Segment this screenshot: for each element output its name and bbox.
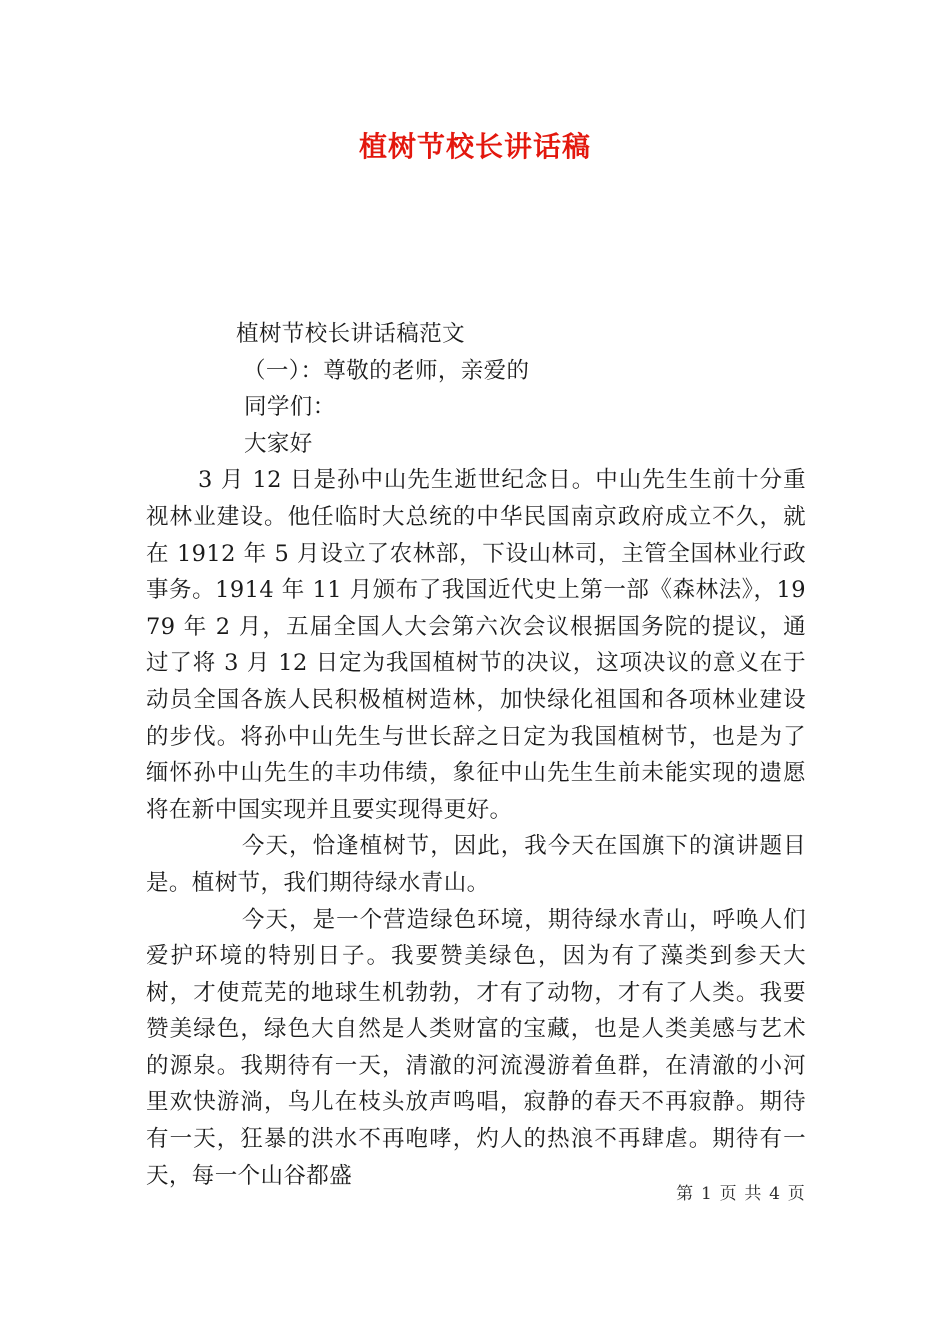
paragraph-green-praise: 今天，是一个营造绿色环境，期待绿水青山，呼唤人们爱护环境的特别日子。我要赞美绿色，因为有了藻类到参天大树，才使荒芜的地球生机勃勃，才有了动物，才有了人类。我要赞美绿色，绿色大自然是人类财富的宝藏，也是人类美感与艺术的源泉。我期待有一天，清澈的河流漫游着鱼群，在清澈的小河里欢快游淌，鸟儿在枝头放声鸣唱，寂静的春天不再寂静。期待有一天，狂暴的洪水不再咆哮，灼人的热浪不再肆虐。期待有一天，每一个山谷都盛 (146, 906, 806, 1189)
paragraph-speech-topic: 今天，恰逢植树节，因此，我今天在国旗下的演讲题目是。植树节，我们期待绿水青山。 (146, 833, 806, 896)
paragraph-salutation-students: 同学们： (244, 394, 336, 421)
document-body (146, 316, 806, 1194)
page-number-footer: 第 1 页 共 4 页 (676, 1184, 806, 1204)
paragraph-salutation-one: （一）：尊敬的老师，亲爱的 (243, 357, 530, 384)
paragraph-greeting: 大家好 (244, 430, 313, 457)
paragraph-heading-sample: 植树节校长讲话稿范文 (236, 321, 466, 347)
page-title: 植树节校长讲话稿 (358, 130, 591, 163)
paragraph-history: 3 月 12 日是孙中山先生逝世纪念日。中山先生生前十分重视林业建设。他任临时大总统的中华民国南京政府成立不久，就在 1912 年 5 月设立了农林部，下设山林司，主管全国林业行政事务。1914 年 11 月颁布了我国近代史上第一部《森林法》，1979 年 2 月，五届全国人大会第六次会议根据国务院的提议，通过了将 3 月 12 日定为我国植树节的决议，这项决议的意义在于动员全国各族人民积极植树造林，加快绿化祖国和各项林业建设的步伐。将孙中山先生与世长辞之日定为我国植树节，也是为了缅怀孙中山先生的丰功伟绩，象征中山先生生前未能实现的遗愿将在新中国实现并且要实现得更好。 (146, 467, 806, 823)
